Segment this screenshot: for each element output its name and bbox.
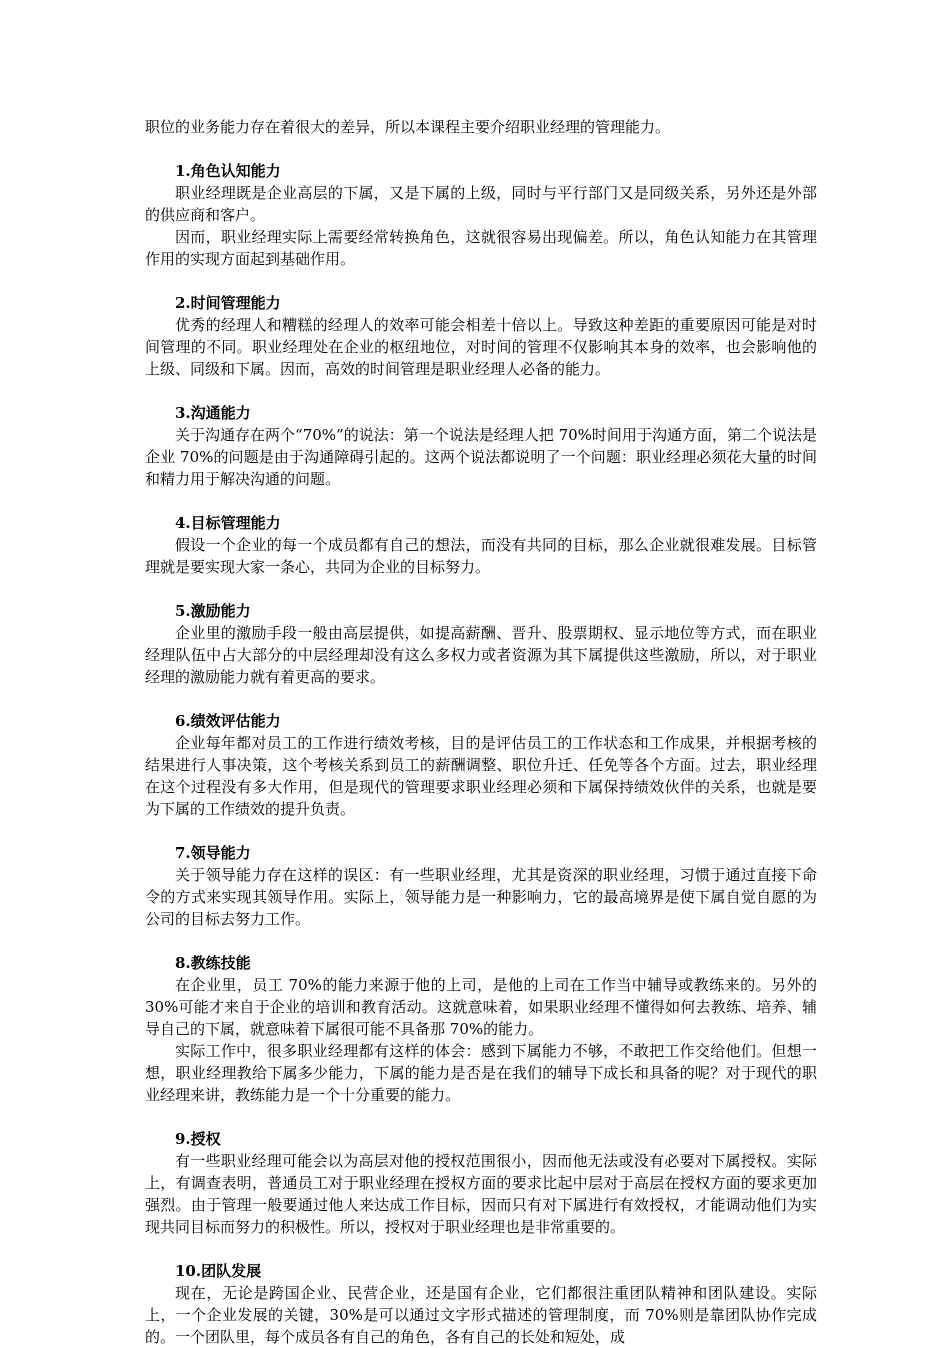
section-role-cognition: [145, 160, 817, 270]
section-performance-evaluation: [145, 710, 817, 820]
section-paragraph: 关于领导能力存在这样的误区：有一些职业经理，尤其是资深的职业经理，习惯于通过直接下命令的方式来实现其领导作用。实际上，领导能力是一种影响力，它的最高境界是使下属自觉自愿的为公司的目标去努力工作。: [145, 866, 817, 928]
section-heading: 2.时间管理能力: [175, 294, 281, 312]
section-heading: 3.沟通能力: [175, 404, 251, 422]
section-heading: 7.领导能力: [175, 844, 251, 862]
section-paragraph: 关于沟通存在两个“70%”的说法：第一个说法是经理人把 70%时间用于沟通方面，第二个说法是企业 70%的问题是由于沟通障碍引起的。这两个说法都说明了一个问题：职业经理必须花大量的时间和精力用于解决沟通的问题。: [145, 426, 817, 488]
section-goal-management: [145, 512, 817, 578]
section-communication: [145, 402, 817, 490]
section-heading: 8.教练技能: [175, 954, 251, 972]
section-paragraph: 有一些职业经理可能会以为高层对他的授权范围很小，因而他无法或没有必要对下属授权。实际上，有调查表明，普通员工对于职业经理在授权方面的要求比起中层对于高层在授权方面的要求更加强烈。由于管理一般要通过他人来达成工作目标，因而只有对下属进行有效授权，才能调动他们为实现共同目标而努力的积极性。所以，授权对于职业经理也是非常重要的。: [145, 1152, 817, 1236]
section-team-development: [145, 1260, 817, 1348]
section-paragraph: 假设一个企业的每一个成员都有自己的想法，而没有共同的目标，那么企业就很难发展。目标管理就是要实现大家一条心，共同为企业的目标努力。: [145, 536, 817, 576]
intro-paragraph: 职位的业务能力存在着很大的差异，所以本课程主要介绍职业经理的管理能力。: [145, 118, 671, 136]
section-coaching: [145, 952, 817, 1106]
section-heading: 5.激励能力: [175, 602, 251, 620]
section-heading: 10.团队发展: [175, 1262, 262, 1280]
section-time-management: [145, 292, 817, 380]
section-paragraph: 企业每年都对员工的工作进行绩效考核，目的是评估员工的工作状态和工作成果，并根据考核的结果进行人事决策，这个考核关系到员工的薪酬调整、职位升迁、任免等各个方面。过去，职业经理在这个过程没有多大作用，但是现代的管理要求职业经理必须和下属保持绩效伙伴的关系，也就是要为下属的工作绩效的提升负责。: [145, 734, 817, 818]
section-heading: 4.目标管理能力: [175, 514, 281, 532]
section-motivation: [145, 600, 817, 688]
section-paragraph: 优秀的经理人和糟糕的经理人的效率可能会相差十倍以上。导致这种差距的重要原因可能是对时间管理的不同。职业经理处在企业的枢纽地位，对时间的管理不仅影响其本身的效率，也会影响他的上级、同级和下属。因而，高效的时间管理是职业经理人必备的能力。: [145, 316, 817, 378]
section-paragraph: 实际工作中，很多职业经理都有这样的体会：感到下属能力不够，不敢把工作交给他们。但想一想，职业经理教给下属多少能力，下属的能力是否是在我们的辅导下成长和具备的呢？对于现代的职业经理来讲，教练能力是一个十分重要的能力。: [145, 1042, 817, 1104]
section-leadership: [145, 842, 817, 930]
section-delegation: [145, 1128, 817, 1238]
section-paragraph: 因而，职业经理实际上需要经常转换角色，这就很容易出现偏差。所以，角色认知能力在其管理作用的实现方面起到基础作用。: [145, 228, 817, 268]
section-paragraph: 在企业里，员工 70%的能力来源于他的上司，是他的上司在工作当中辅导或教练来的。另外的 30%可能才来自于企业的培训和教育活动。这就意味着，如果职业经理不懂得如何去教练、培养、辅导自己的下属，就意味着下属很可能不具备那 70%的能力。: [145, 976, 817, 1038]
section-heading: 9.授权: [175, 1130, 221, 1148]
section-paragraph: 企业里的激励手段一般由高层提供，如提高薪酬、晋升、股票期权、显示地位等方式，而在职业经理队伍中占大部分的中层经理却没有这么多权力或者资源为其下属提供这些激励，所以，对于职业经理的激励能力就有着更高的要求。: [145, 624, 817, 686]
section-heading: 1.角色认知能力: [175, 162, 281, 180]
section-paragraph: 现在，无论是跨国企业、民营企业，还是国有企业，它们都很注重团队精神和团队建设。实际上，一个企业发展的关键，30%是可以通过文字形式描述的管理制度，而 70%则是靠团队协作完成的。一个团队里，每个成员各有自己的角色，各有自己的长处和短处，成: [145, 1284, 817, 1346]
section-paragraph: 职业经理既是企业高层的下属，又是下属的上级，同时与平行部门又是同级关系，另外还是外部的供应商和客户。: [145, 184, 817, 224]
section-heading: 6.绩效评估能力: [175, 712, 281, 730]
document-page: [145, 116, 817, 1348]
